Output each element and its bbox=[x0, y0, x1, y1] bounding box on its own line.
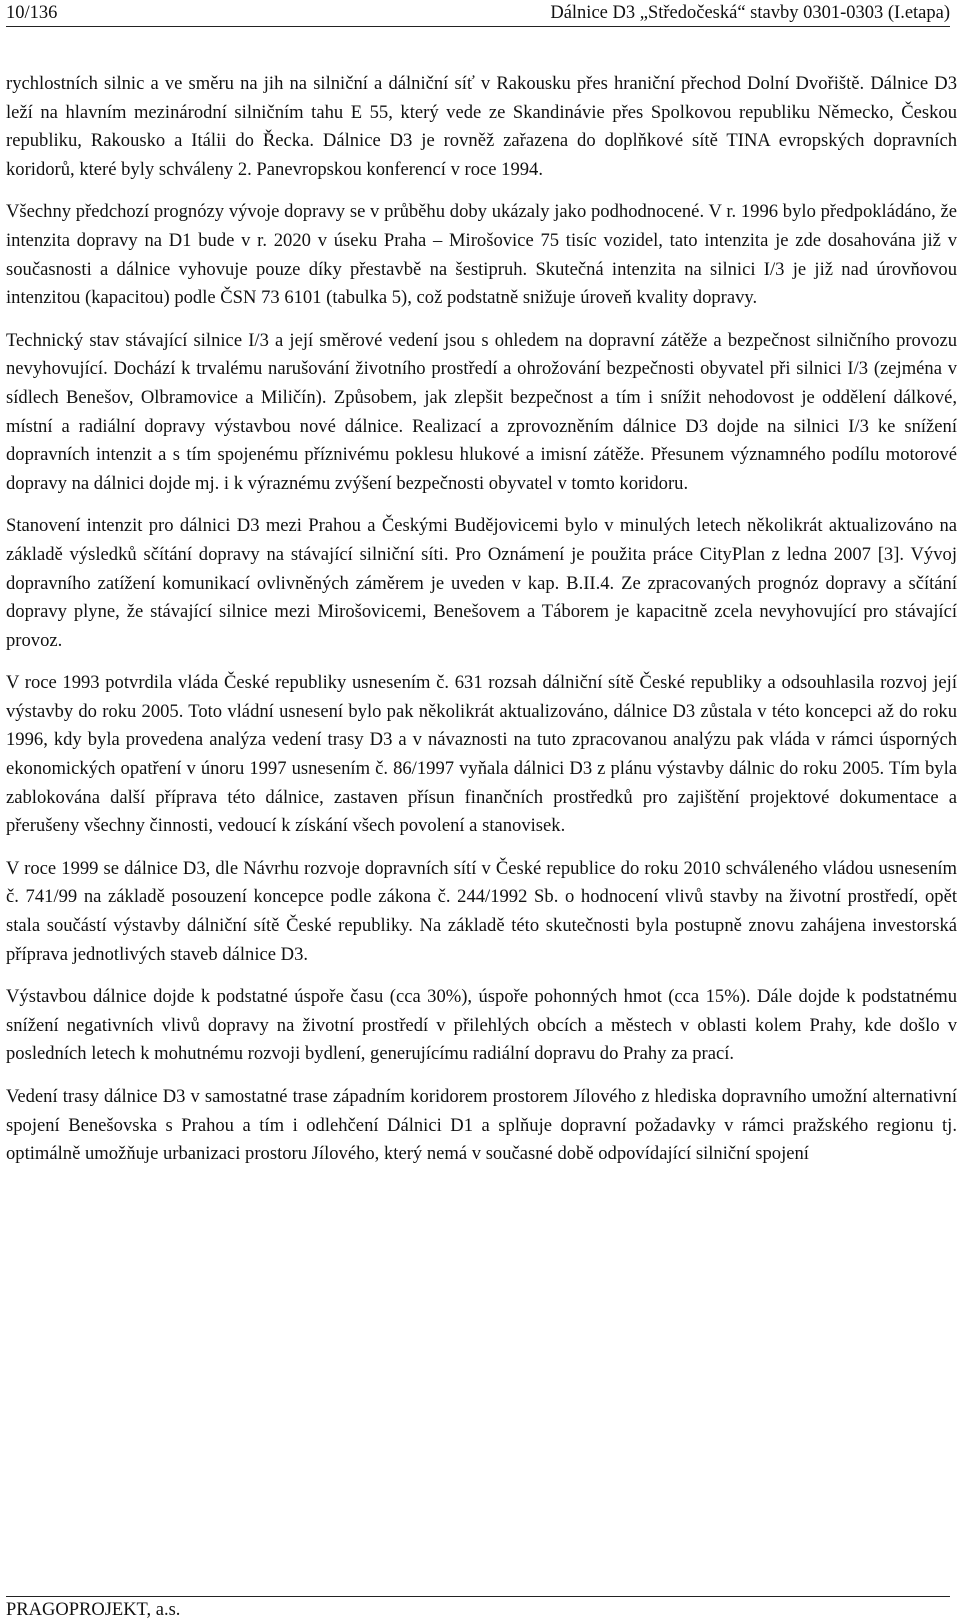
document-body bbox=[6, 70, 957, 1183]
document-title: Dálnice D3 „Středočeská“ stavby 0301-0303 (I.etapa) bbox=[550, 3, 950, 23]
paragraph-6: V roce 1999 se dálnice D3, dle Návrhu rozvoje dopravních sítí v České republice do roku 2010 schváleného vládou usnesením č. 741/99 na základě posouzení koncepce podle zákona č. 244/1992 Sb. o hodnocení vlivů stavby na životní prostředí, opět stala součástí výstavby dálniční sítě České republiky. Na základě této skutečnosti byla postupně znovu zahájena investorská příprava jednotlivých staveb dálnice D3. bbox=[6, 857, 957, 965]
paragraph-3: Technický stav stávající silnice I/3 a její směrové vedení jsou s ohledem na dopravní zátěže a bezpečnost silničního provozu nevyhovující. Dochází k trvalému narušování životního prostředí a ohrožování bezpečnosti obyvatel při silnici I/3 (zejména v sídlech Benešov, Olbramovice a Miličín). Způsobem, jak zlepšit bezpečnost a tím i snížit nehodovost je oddělení dálkové, místní a radiální dopravy výstavbou nové dálnice. Realizací a zprovozněním dálnice D3 dojde na silnici I/3 ke snížení dopravních intenzit a s tím spojenému příznivému poklesu hlukové a imisní zátěže. Přesunem významného podílu motorové dopravy na dálnici dojde mj. i k výraznému zvýšení bezpečnosti obyvatel v tomto koridoru. bbox=[6, 329, 957, 494]
paragraph-4: Stanovení intenzit pro dálnici D3 mezi Prahou a Českými Budějovicemi bylo v minulých letech několikrát aktualizováno na základě výsledků sčítání dopravy na stávající silniční síti. Pro Oznámení je použita práce CityPlan z ledna 2007 [3]. Vývoj dopravního zatížení komunikací ovlivněných záměrem je uveden v kap. B.II.4. Ze zpracovaných prognóz dopravy a sčítání dopravy plyne, že stávající silnice mezi Mirošovicemi, Benešovem a Táborem je kapacitně zcela nevyhovující pro stávající provoz. bbox=[6, 515, 957, 651]
paragraph-2: Všechny předchozí prognózy vývoje dopravy se v průběhu doby ukázaly jako podhodnocené. V r. 1996 bylo předpokládáno, že intenzita dopravy na D1 bude v r. 2020 v úseku Praha – Mirošovice 75 tisíc vozidel, tato intenzita je zde dosahována již v současnosti a dálnice vyhovuje pouze díky přestavbě na šestipruh. Skutečná intenzita na silnici I/3 je již nad úrovňovou intenzitou (kapacitou) podle ČSN 73 6101 (tabulka 5), což podstatně snižuje úroveň kvality dopravy. bbox=[6, 201, 957, 309]
footer-company: PRAGOPROJEKT, a.s. bbox=[6, 1600, 181, 1620]
page-number: 10/136 bbox=[6, 3, 58, 23]
paragraph-8: Vedení trasy dálnice D3 v samostatné trase západním koridorem prostorem Jílového z hlediska dopravního umožní alternativní spojení Benešovska s Prahou a tím i odlehčení Dálnici D1 a splňuje dopravní požadavky v rámci pražského regionu tj. optimálně umožňuje urbanizaci prostoru Jílového, který nemá v současné době odpovídající silniční spojení bbox=[6, 1086, 957, 1165]
paragraph-7: Výstavbou dálnice dojde k podstatné úspoře času (cca 30%), úspoře pohonných hmot (cca 15%). Dále dojde k podstatnému snížení negativních vlivů dopravy na životní prostředí v přilehlých obcích a městech v oblasti kolem Prahy, kde došlo v posledních letech k mohutnému rozvoji bydlení, generujícímu radiální dopravu do Prahy za prací. bbox=[6, 986, 957, 1065]
page-header bbox=[6, 0, 950, 27]
page-footer bbox=[6, 1596, 950, 1621]
paragraph-1: rychlostních silnic a ve směru na jih na silniční a dálniční síť v Rakousku přes hraniční přechod Dolní Dvořiště. Dálnice D3 leží na hlavním mezinárodní silničním tahu E 55, který vede ze Skandinávie přes Spolkovou republiku Německo, Českou republiku, Rakousko a Itálii do Řecka. Dálnice D3 je rovněž zařazena do doplňkové sítě TINA evropských dopravních koridorů, které byly schváleny 2. Panevropskou konferencí v roce 1994. bbox=[6, 73, 957, 180]
paragraph-5: V roce 1993 potvrdila vláda České republiky usnesením č. 631 rozsah dálniční sítě České republiky a odsouhlasila rozvoj její výstavby do roku 2005. Toto vládní usnesení bylo pak několikrát aktualizováno, dálnice D3 zůstala v této koncepci až do roku 1996, kdy byla provedena analýza vedení trasy D3 a v návaznosti na tuto zpracovanou analýzu pak vláda v rámci úsporných ekonomických opatření v únoru 1997 usnesením č. 86/1997 vyňala dálnici D3 z plánu výstavby dálnic do roku 2005. Tím byla zablokována další příprava této dálnice, zastaven přísun finančních prostředků pro zajištění projektové dokumentace a přerušeny všechny činnosti, vedoucí k získání všech povolení a stanovisek. bbox=[6, 672, 957, 837]
